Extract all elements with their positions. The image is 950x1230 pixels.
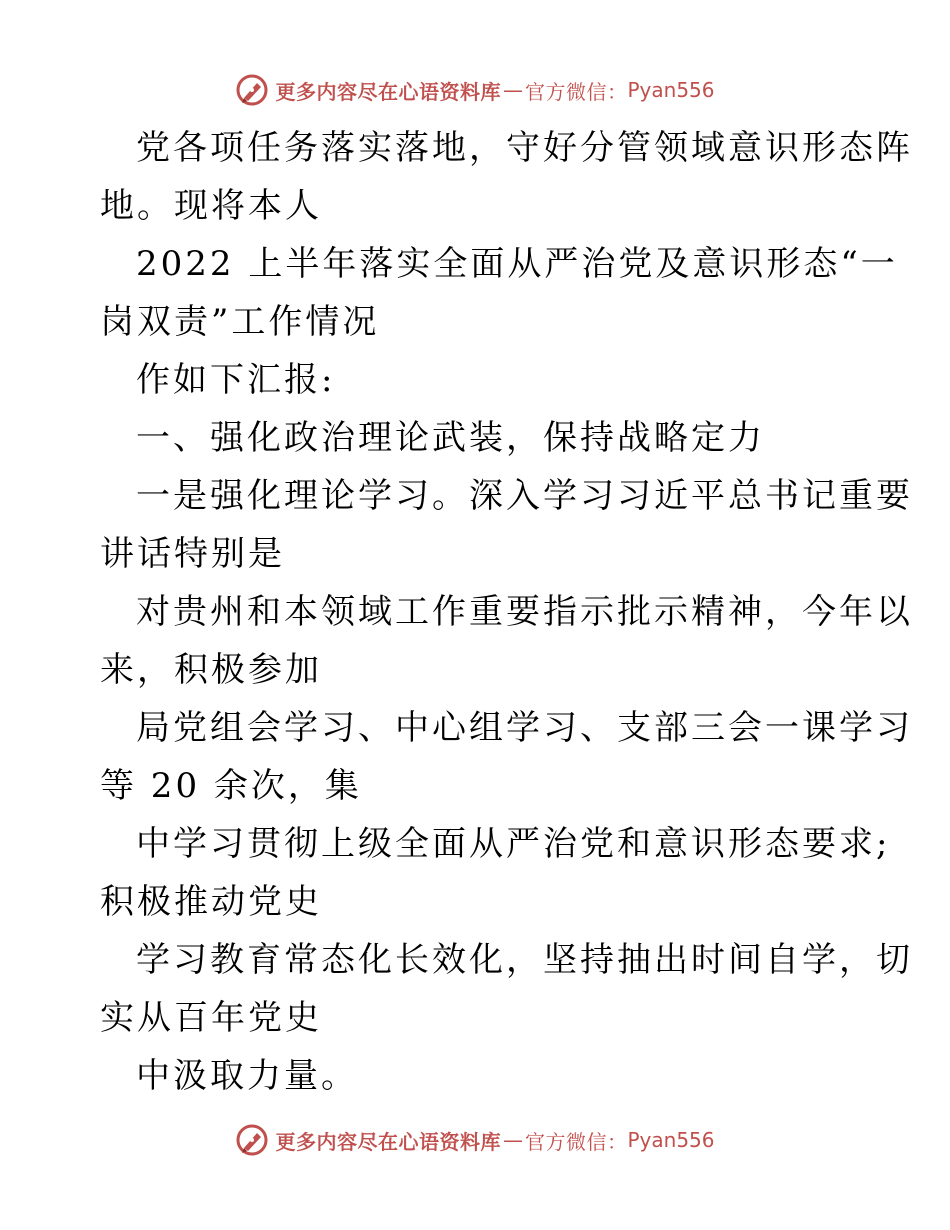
body-line: 实从百年党史 [100,998,322,1038]
footer-watermark-banner [0,1120,950,1160]
body-line: 对贵州和本领域工作重要指示批示精神，今年以 [136,592,913,632]
header-separator: — [502,78,523,102]
footer-wechat-label: 官方微信： [524,1129,628,1154]
body-line: 讲话特别是 [100,534,285,574]
body-line: 中学习贯彻上级全面从严治党和意识形态要求; [136,824,891,864]
body-line: 等 20 余次，集 [100,766,362,806]
footer-separator: — [502,1128,523,1152]
header-wechat-id: Pyan556 [627,78,715,102]
body-line: 局党组会学习、中心组学习、支部三会一课学习 [136,708,913,748]
body-line: 来，积极参加 [100,650,322,690]
body-line: 2022 上半年落实全面从严治党及意识形态“一 [136,244,898,284]
pen-logo-icon [235,73,269,107]
header-brand-text: 更多内容尽在心语资料库 [275,79,501,104]
body-line: 作如下汇报: [136,360,336,400]
body-line: 岗双责”工作情况 [100,302,380,342]
body-line: 学习教育常态化长效化，坚持抽出时间自学，切 [136,940,913,980]
section-heading: 一、强化政治理论武装，保持战略定力 [136,418,765,458]
body-line: 一是强化理论学习。深入学习习近平总书记重要 [136,476,913,516]
header-watermark-banner [0,70,950,110]
footer-wechat-id: Pyan556 [627,1128,715,1152]
body-line: 党各项任务落实落地，守好分管领域意识形态阵 [136,128,913,168]
header-wechat-label: 官方微信： [524,79,628,104]
footer-brand-text: 更多内容尽在心语资料库 [275,1129,501,1154]
body-line: 中汲取力量。 [136,1056,358,1096]
pen-logo-icon [235,1123,269,1157]
document-body [100,119,913,1105]
body-line: 积极推动党史 [100,882,322,922]
body-line: 地。现将本人 [100,186,322,226]
